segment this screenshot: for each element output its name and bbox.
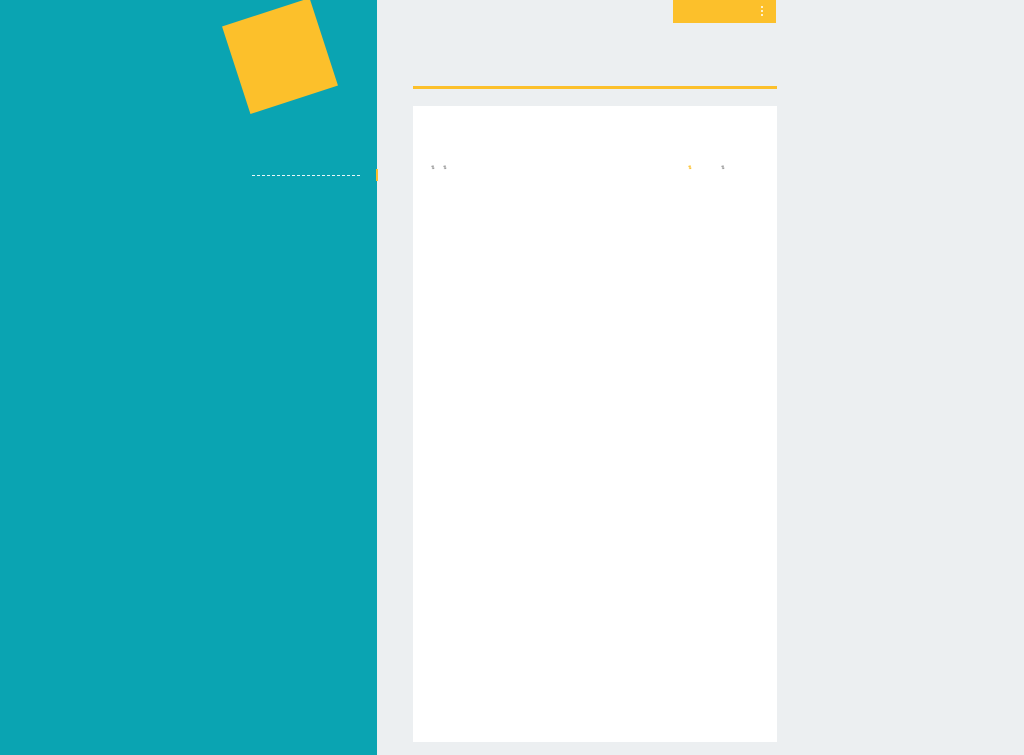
sort-icon: ⇅ [431,165,435,170]
cik-logo[interactable] [228,12,334,92]
sort-icon: ⇅ [721,165,725,170]
sidebar-nav [252,161,377,186]
tab-underline [413,86,777,89]
more-vertical-icon [761,6,763,16]
results-card [413,106,777,742]
sidebar-background [0,0,377,755]
nav-divider [252,175,360,176]
sort-icon: ⇅ [443,165,447,170]
regions-button[interactable] [673,0,776,23]
table-header [431,163,765,173]
sort-icon: ⇅ [688,165,692,170]
